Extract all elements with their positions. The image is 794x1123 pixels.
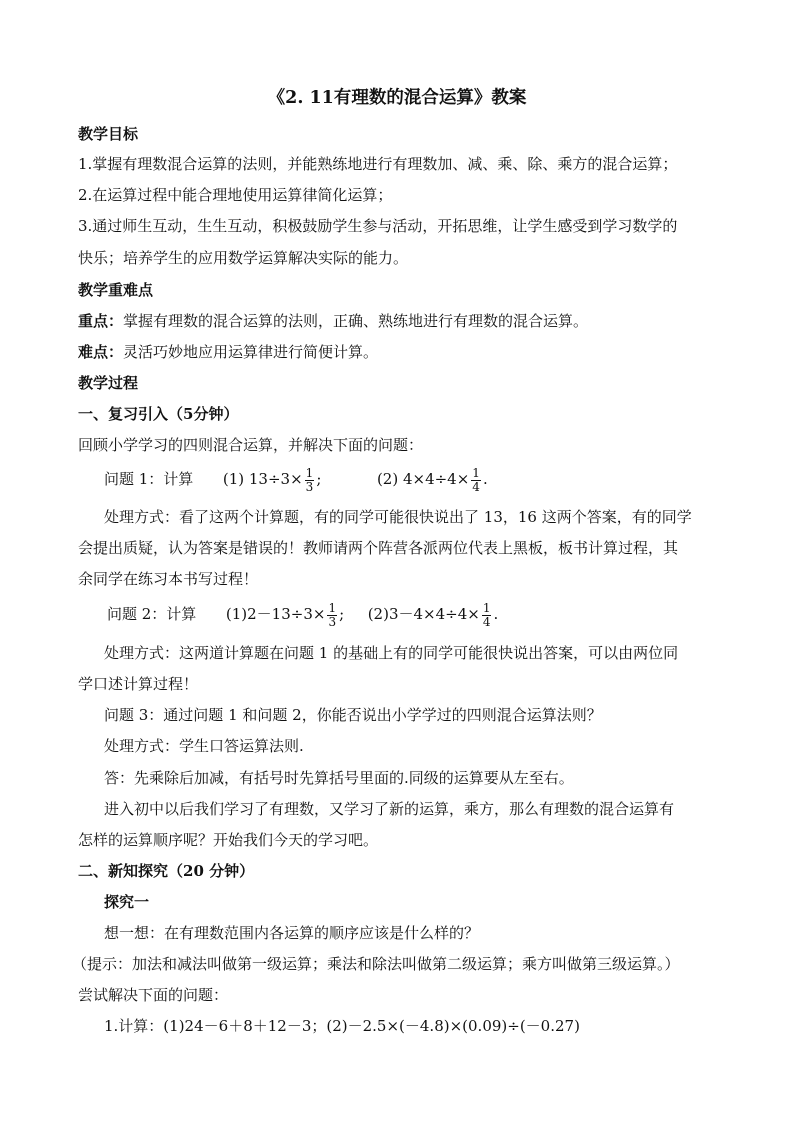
- q2-fraction-2: [482, 602, 492, 629]
- section1-intro: 回顾小学学习的四则混合运算，并解决下面的问题：: [78, 436, 424, 454]
- rule-answer: 答：先乘除后加减，有括号时先算括号里面的.同级的运算要从左至右。: [104, 769, 574, 787]
- q1-expr-1: (1) 13÷3×: [222, 470, 303, 488]
- handling-1-line3: 余同学在练习本书写过程！: [78, 570, 259, 588]
- handling-3: 处理方式：学生口答运算法则.: [104, 737, 304, 755]
- q1-expr-1-end: ;: [316, 470, 322, 488]
- q1-fraction-1: [305, 467, 315, 494]
- q2-fraction-1-numerator: 1: [328, 600, 337, 615]
- goal-item-3-line2: 快乐；培养学生的应用数学运算解决实际的能力。: [78, 249, 409, 267]
- q2-expr-1: (1)2－13÷3×: [225, 605, 326, 623]
- q2-fraction-1-denominator: 3: [328, 614, 337, 629]
- question-2-line: [107, 597, 498, 631]
- q1-fraction-2-numerator: 1: [472, 465, 480, 480]
- q2-expr-2-end: .: [493, 605, 499, 623]
- q1-expr-2-end: .: [482, 470, 488, 488]
- q1-fraction-2: [471, 467, 481, 494]
- question-1-line: [104, 462, 488, 496]
- goal-item-1: 1.掌握有理数混合运算的法则，并能熟练地进行有理数加、减、乘、除、乘方的混合运算；: [78, 155, 678, 173]
- handling-1-line1: 处理方式：看了这两个计算题，有的同学可能很快说出了 13，16 这两个答案，有的同学: [104, 508, 692, 526]
- goal-item-2: 2.在运算过程中能合理地使用运算律简化运算；: [78, 186, 393, 204]
- q1-fraction-2-denominator: 4: [472, 479, 480, 494]
- key-point-text: 掌握有理数的混合运算的法则，正确、熟练地进行有理数的混合运算。: [123, 312, 589, 330]
- handling-2-line2: 学口述计算过程！: [78, 675, 199, 693]
- key-point-line: [78, 311, 588, 331]
- difficulty-text: 灵活巧妙地应用运算律进行简便计算。: [123, 343, 379, 361]
- question-2-label: 问题 2：计算: [107, 605, 197, 623]
- section1-heading: 一、复习引入（5分钟）: [78, 405, 239, 423]
- handling-1-line2: 会提出质疑，认为答案是错误的！教师请两个阵营各派两位代表上黑板，板书计算过程，其: [78, 539, 679, 557]
- q2-fraction-1: [327, 602, 337, 629]
- think-prompt: 想一想：在有理数范围内各运算的顺序应该是什么样的？: [104, 924, 480, 942]
- difficulty-label: 难点：: [78, 343, 124, 361]
- transition-line2: 怎样的运算顺序呢？开始我们今天的学习吧。: [78, 831, 379, 849]
- section2-heading: 二、新知探究（20 分钟）: [78, 862, 255, 880]
- explore-heading: 探究一: [104, 893, 150, 911]
- goals-heading: 教学目标: [78, 125, 139, 143]
- q1-fraction-1-numerator: 1: [305, 465, 314, 480]
- difficulty-line: [78, 342, 378, 362]
- transition-line1: 进入初中以后我们学习了有理数，又学习了新的运算，乘方，那么有理数的混合运算有: [104, 800, 675, 818]
- process-heading: 教学过程: [78, 374, 139, 392]
- q2-expr-2: (2)3－4×4÷4×: [367, 605, 480, 623]
- question-1-label: 问题 1：计算: [104, 470, 194, 488]
- q1-fraction-1-denominator: 3: [305, 479, 314, 494]
- q2-fraction-2-numerator: 1: [482, 600, 491, 615]
- q2-expr-1-end: ;: [339, 605, 345, 623]
- question-3: 问题 3：通过问题 1 和问题 2，你能否说出小学学过的四则混合运算法则？: [104, 706, 602, 724]
- try-prompt: 尝试解决下面的问题：: [78, 986, 229, 1004]
- key-point-label: 重点：: [78, 312, 124, 330]
- q2-fraction-2-denominator: 4: [482, 614, 491, 629]
- calc-exercise-1: 1.计算：(1)24－6＋8＋12－3；(2)－2.5×(－4.8)×(0.09)÷(－0.27): [104, 1017, 580, 1035]
- hint-line: （提示：加法和减法叫做第一级运算；乘法和除法叫做第二级运算；乘方叫做第三级运算。）: [72, 955, 680, 973]
- q1-expr-2: (2) 4×4÷4×: [376, 470, 470, 488]
- document-title: 《2. 11有理数的混合运算》教案: [267, 88, 527, 108]
- handling-2-line1: 处理方式：这两道计算题在问题 1 的基础上有的同学可能很快说出答案，可以由两位同: [104, 644, 679, 662]
- key-points-heading: 教学重难点: [78, 281, 154, 299]
- goal-item-3-line1: 3.通过师生互动，生生互动，积极鼓励学生参与活动，开拓思维，让学生感受到学习数学的: [78, 217, 678, 235]
